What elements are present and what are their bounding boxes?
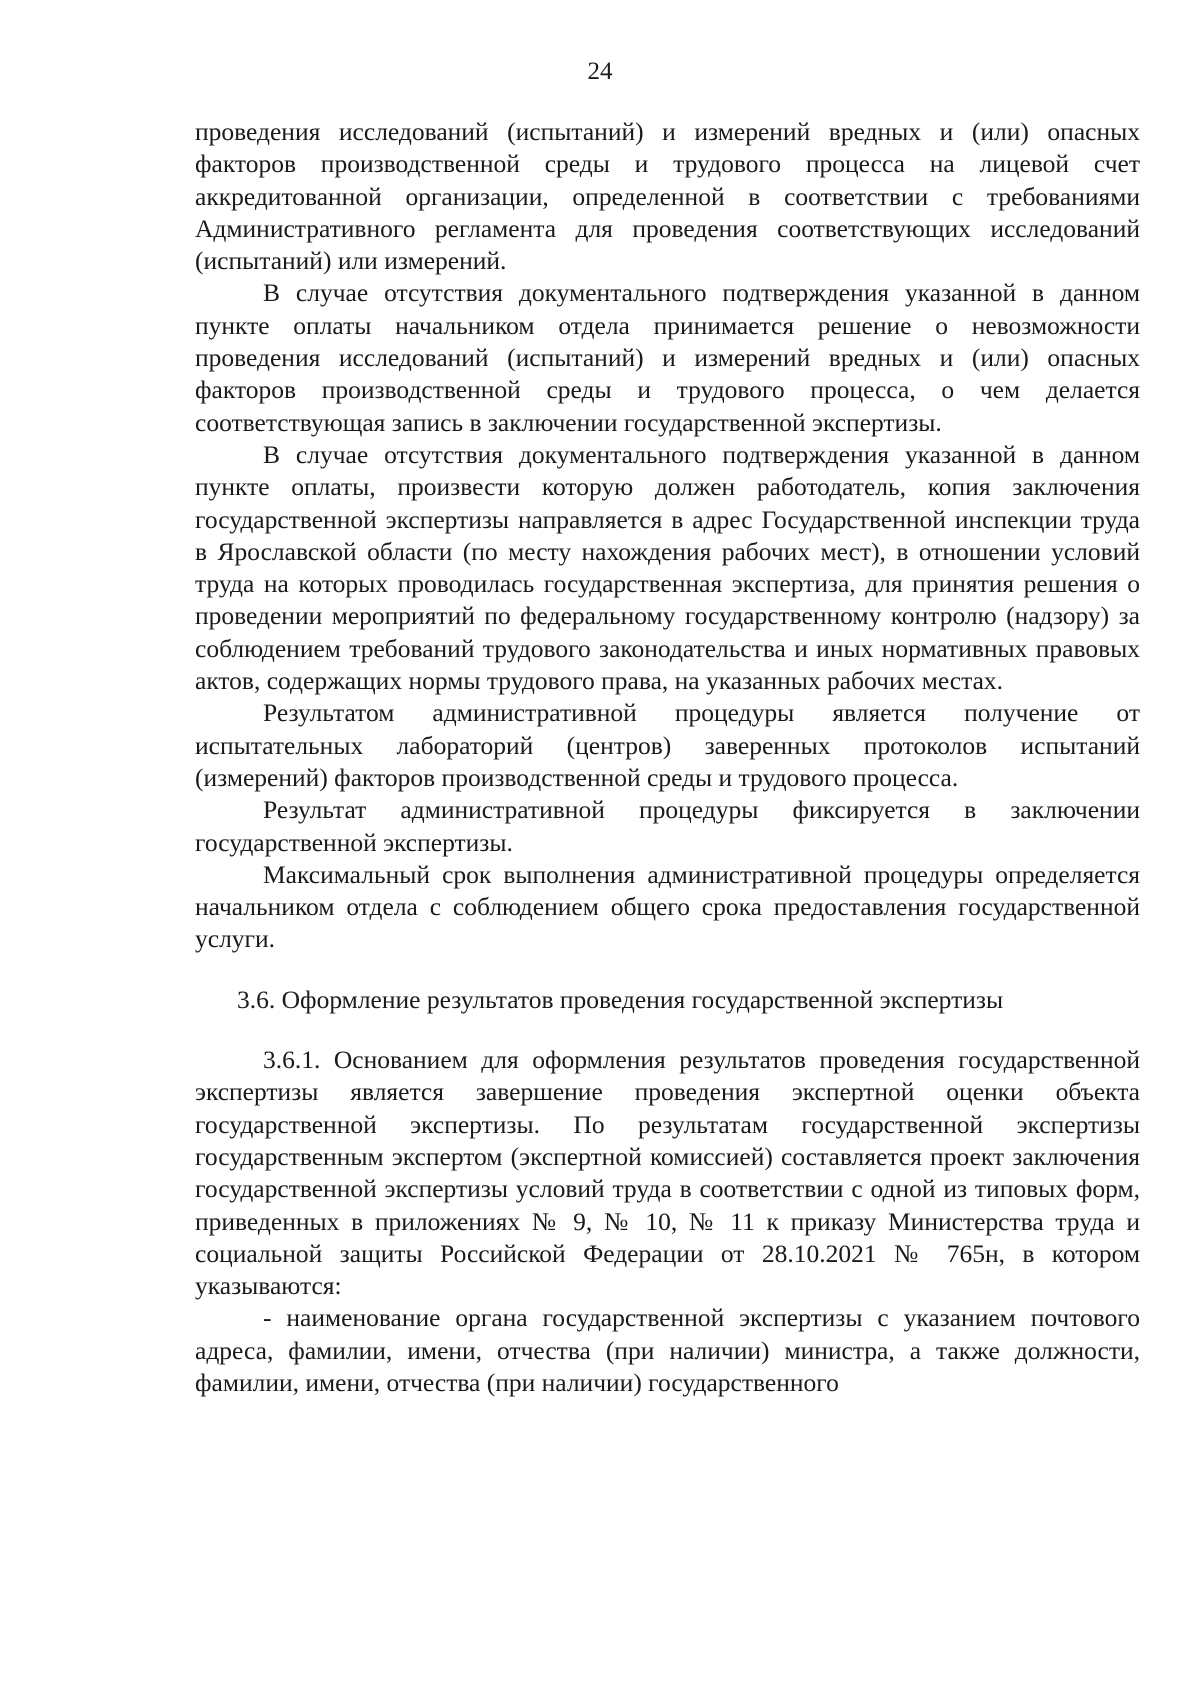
paragraph: Максимальный срок выполнения административной процедуры определяется начальником отдела с соблюдением общего срока предоставления государственной услуги.	[195, 859, 1140, 954]
section-paragraph: 3.6.1. Основанием для оформления результатов проведения государственной экспертизы является завершение проведения экспертной оценки объекта государственной экспертизы. По результатам государственной экспертизы государственным экспертом (экспертной комиссией) составляется проект заключения государственной экспертизы условий труда в соответствии с одной из типовых форм, приведенных в приложениях № 9, № 10, № 11 к приказу Министерства труда и социальной защиты Российской Федерации от 28.10.2021 № 765н, в котором указываются:	[195, 1045, 1140, 1301]
page-number: 24	[587, 58, 613, 85]
paragraph: В случае отсутствия документального подтверждения указанной в данном пункте оплаты начальником отдела принимается решение о невозможности проведения исследований (испытаний) и измерений вредных и (или) опасных факторов производственной среды и трудового процесса, о чем делается соответствующая запись в заключении государственной экспертизы.	[195, 278, 1140, 437]
paragraph: Результат административной процедуры фиксируется в заключении государственной экспертизы.	[195, 795, 1140, 857]
paragraph: В случае отсутствия документального подтверждения указанной в данном пункте оплаты, произвести которую должен работодатель, копия заключения государственной экспертизы направляется в адрес Государственной инспекции труда в Ярославской области (по месту нахождения рабочих мест), в отношении условий труда на которых проводилась государственная экспертиза, для принятия решения о проведении мероприятий по федеральному государственному контролю (надзору) за соблюдением требований трудового законодательства и иных нормативных правовых актов, содержащих нормы трудового права, на указанных рабочих местах.	[195, 439, 1140, 696]
document-body	[195, 116, 1140, 1399]
paragraph-continuation: проведения исследований (испытаний) и измерений вредных и (или) опасных факторов производственной среды и трудового процесса на лицевой счет аккредитованной организации, определенной в соответствии с требованиями Административного регламента для проведения соответствующих исследований (испытаний) или измерений.	[195, 117, 1140, 276]
list-item: - наименование органа государственной экспертизы с указанием почтового адреса, фамилии, имени, отчества (при наличии) министра, а также должности, фамилии, имени, отчества (при наличии) государственного	[195, 1303, 1140, 1397]
section-heading: 3.6. Оформление результатов проведения государственной экспертизы	[237, 984, 1004, 1014]
paragraph: Результатом административной процедуры является получение от испытательных лабораторий (центров) заверенных протоколов испытаний (измерений) факторов производственной среды и трудового процесса.	[195, 698, 1140, 792]
